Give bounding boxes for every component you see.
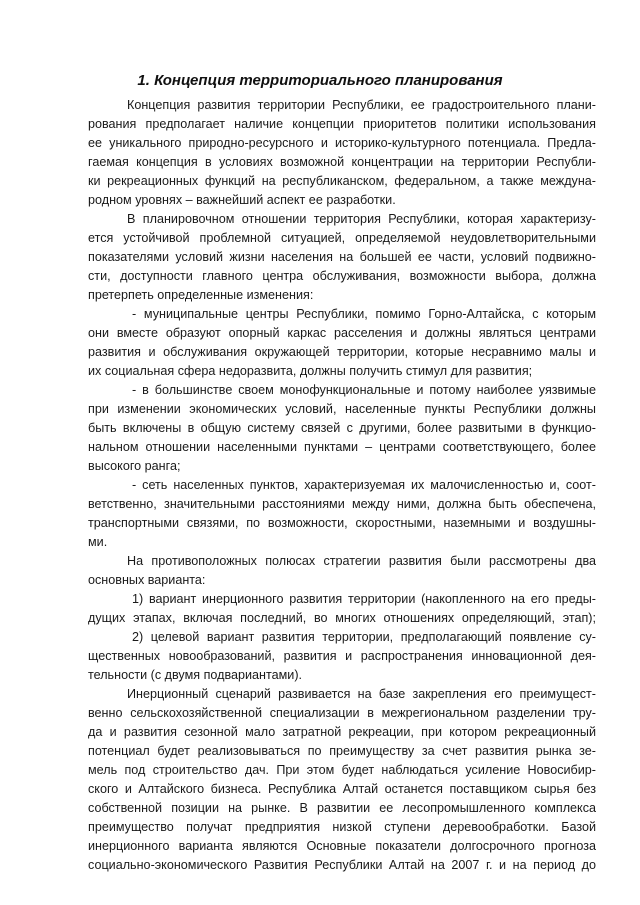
text-line: венно сельскохозяйственной специализации в межрегиональном разделении тру- <box>88 706 596 720</box>
text-line: основных варианта: <box>88 573 206 587</box>
text-line: ки рекреационных функций на республиканском, федеральном, а также междуна- <box>88 174 596 188</box>
text-line: при изменении экономических условий, населенные пункты Республики должны <box>88 402 596 416</box>
text-line: 2) целевой вариант развития территории, предполагающий появление су- <box>132 630 596 644</box>
text-line: ее уникального природно-ресурсного и историко-культурного потенциала. Предла- <box>88 136 596 150</box>
text-line: - в большинстве своем монофункциональные и потому наиболее уязвимые <box>132 383 596 397</box>
text-line: На противоположных полюсах стратегии развития были рассмотрены два <box>127 554 596 568</box>
text-line: ми. <box>88 535 108 549</box>
text-line: их социальная сфера недоразвита, должны получить стимул для развития; <box>88 364 533 378</box>
text-line: ветственно, значительными расстояниями между ними, должна быть обеспечена, <box>88 497 596 511</box>
text-line: транспортными связями, по возможности, скоростными, наземными и воздушны- <box>88 516 596 530</box>
text-line: преимущество получат предприятия низкой ступени деревообработки. Базой <box>88 820 596 834</box>
text-line: родном уровнях – важнейший аспект ее разработки. <box>88 193 396 207</box>
text-line: претерпеть определенные изменения: <box>88 288 314 302</box>
text-line: инерционного варианта являются Основные показатели долгосрочного прогноза <box>88 839 596 853</box>
text-line: гаемая концепция в условиях возможной концентрации на территории Республи- <box>88 155 596 169</box>
text-line: социально-экономического Развития Республики Алтай на 2007 г. и на период до <box>88 858 596 872</box>
text-line: ского и Алтайского бизнеса. Республика Алтай останется поставщиком сырья без <box>88 782 596 796</box>
text-line: рования предполагает наличие концепции приоритетов политики использования <box>88 117 596 131</box>
text-line: В планировочном отношении территория Республики, которая характеризу- <box>127 212 596 226</box>
text-line: - сеть населенных пунктов, характеризуемая их малочисленностью и, соот- <box>132 478 596 492</box>
text-line: тельности (с двумя подвариантами). <box>88 668 303 682</box>
text-line: высокого ранга; <box>88 459 181 473</box>
text-line: показателями условий жизни населения на большей ее части, условий подвижно- <box>88 250 596 264</box>
text-line: сти, доступности главного центра обслуживания, возможности выбора, должна <box>88 269 596 283</box>
text-line: щественных новообразований, развития и распространения инновационной дея- <box>88 649 596 663</box>
text-line: собственной позиции на рынке. В развитии ее лесопромышленного комплекса <box>88 801 596 815</box>
text-line: потенциал будет реализовываться по преимуществу за счет развития рынка зе- <box>88 744 596 758</box>
text-line: 1) вариант инерционного развития территории (накопленного на его преды- <box>132 592 596 606</box>
text-line: нальном отношении населенными пунктами – центрами соответствующего, более <box>88 440 596 454</box>
text-line: да и развития сезонной мало затратной рекреации, при котором рекреационный <box>88 725 596 739</box>
text-line: ется устойчивой проблемной ситуацией, определяемой неудовлетворительными <box>88 231 596 245</box>
text-line: Концепция развития территории Республики, ее градостроительного плани- <box>127 98 596 112</box>
text-line: мель под строительство дач. При этом будет наблюдаться усиление Новосибир- <box>88 763 596 777</box>
section-heading: 1. Концепция территориального планирования <box>137 72 503 89</box>
text-line: быть включены в общую систему связей с другими, более развитыми в функцио- <box>88 421 596 435</box>
text-line: они вместе образуют опорный каркас расселения и должны являться центрами <box>88 326 596 340</box>
text-line: - муниципальные центры Республики, помимо Горно-Алтайска, с которым <box>132 307 596 321</box>
text-line: развития и обслуживания окружающей территории, которые несравнимо малы и <box>88 345 596 359</box>
text-line: дущих этапах, включая последний, во многих отношениях определяющий, этап); <box>88 611 596 625</box>
text-line: Инерционный сценарий развивается на базе закрепления его преимущест- <box>127 687 596 701</box>
